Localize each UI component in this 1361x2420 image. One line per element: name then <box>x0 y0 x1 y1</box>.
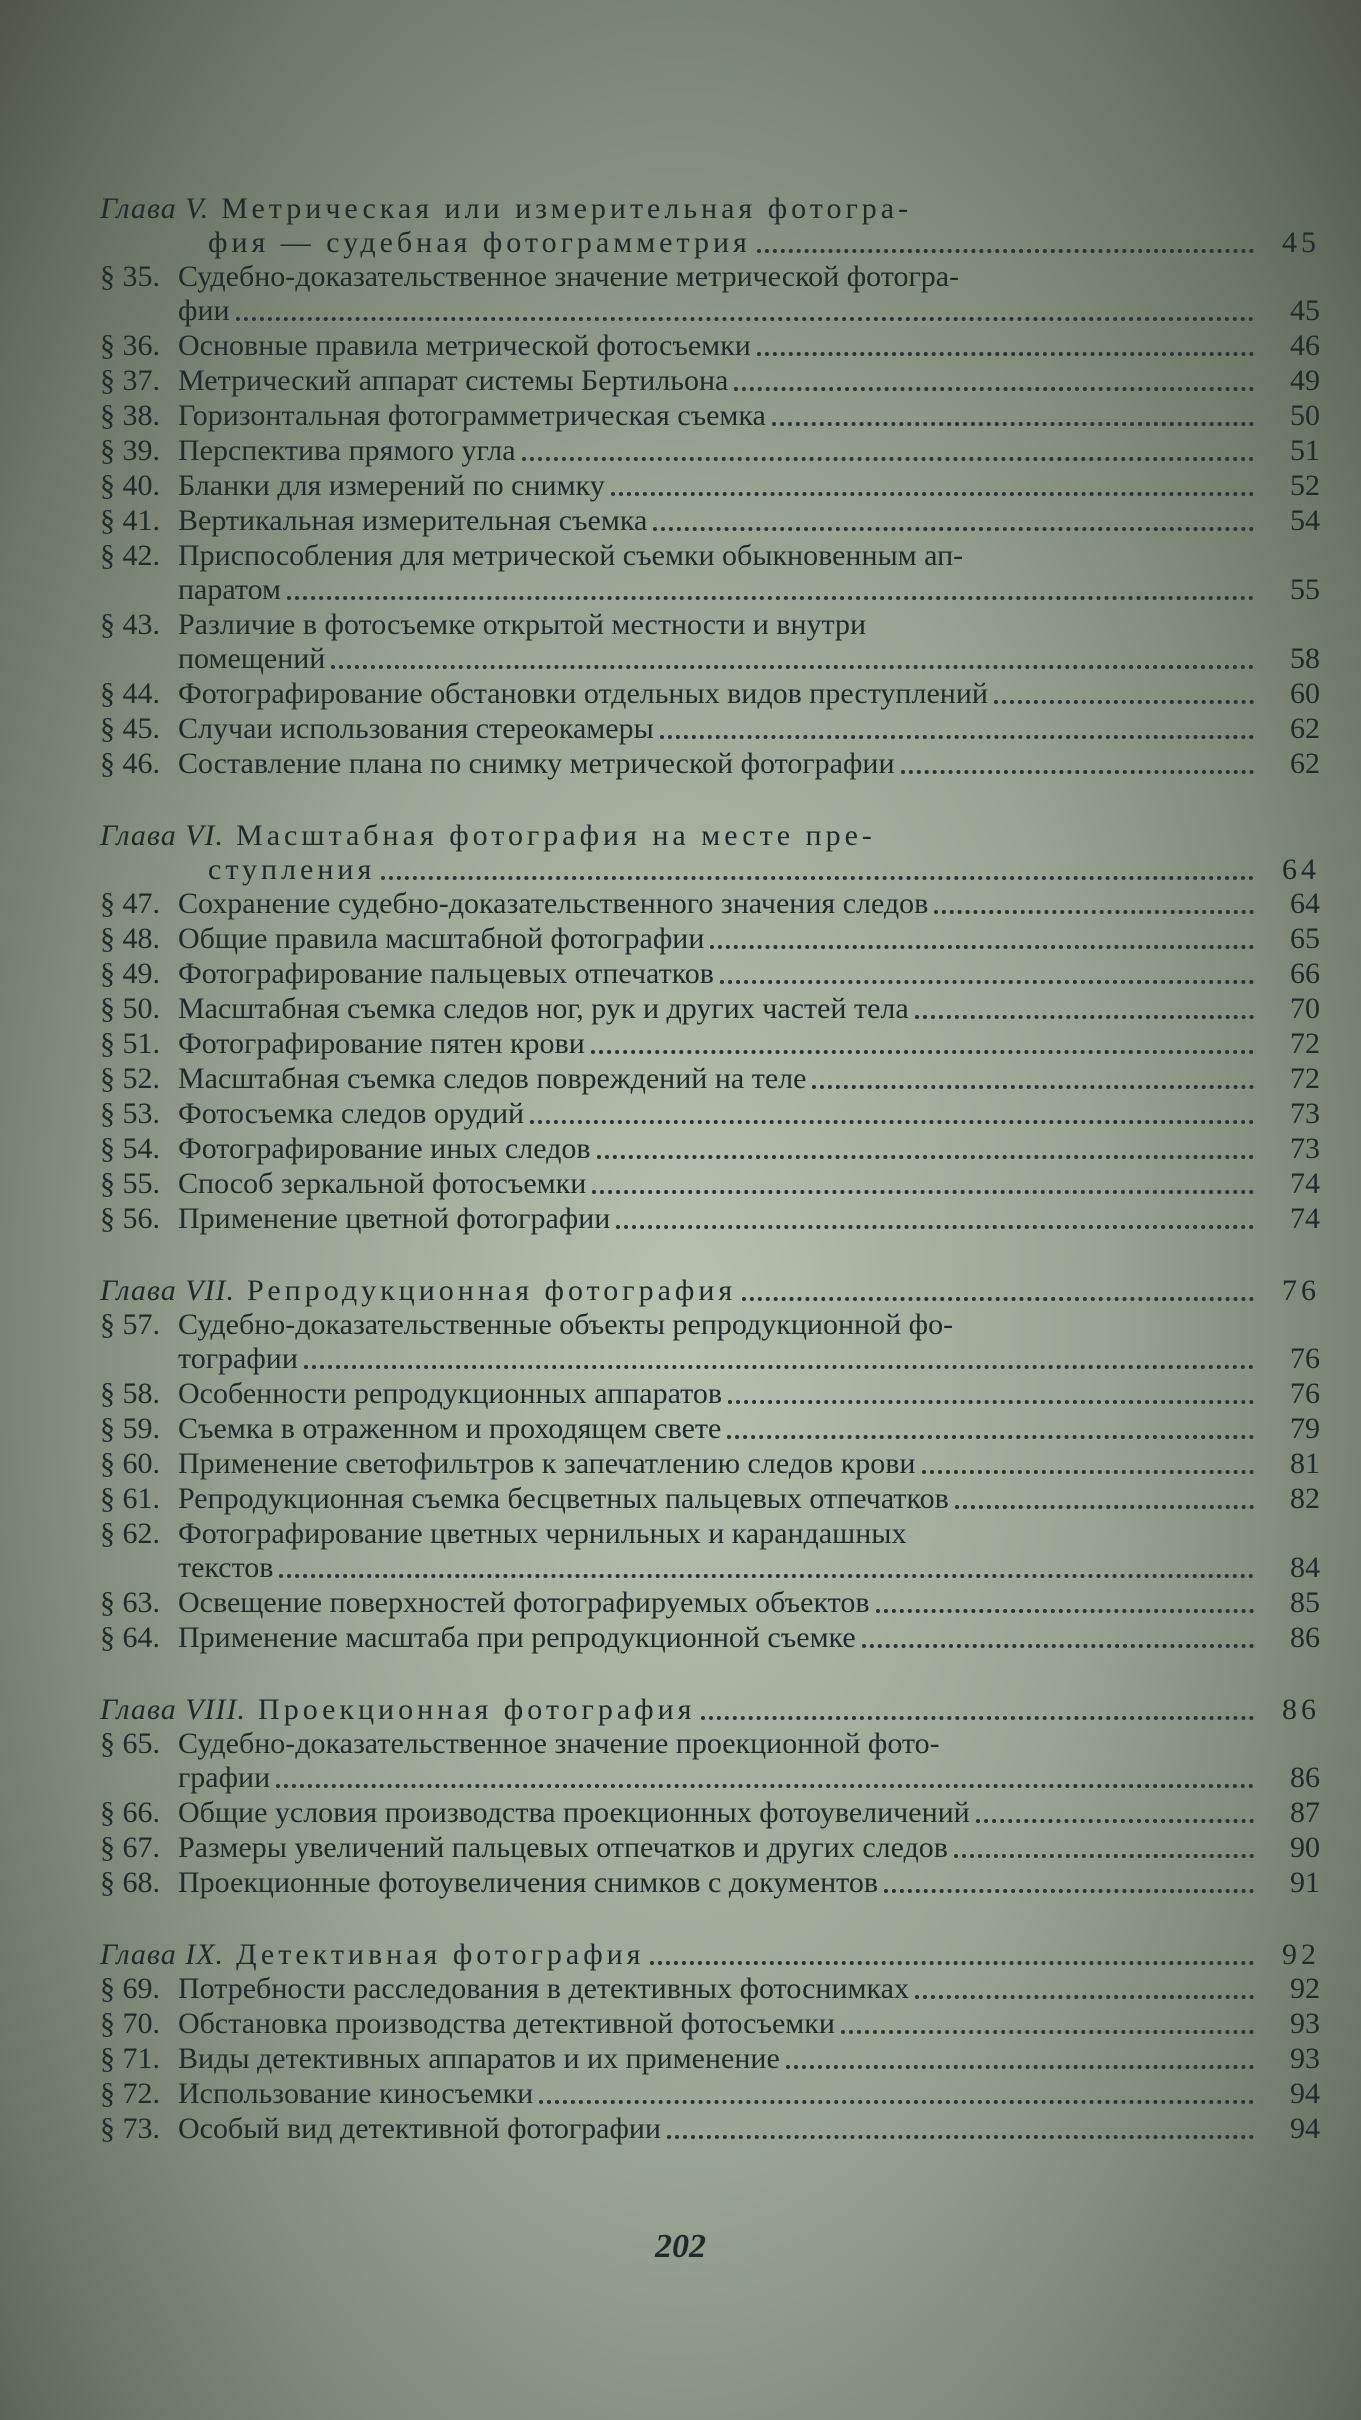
toc-entry-line <box>100 260 1320 294</box>
toc-entry-line <box>100 1167 1320 1201</box>
section-title: Фотографирование иных следов <box>178 1132 591 1165</box>
section-title: Фотосъемка следов орудий <box>178 1097 525 1130</box>
section-page-number: 86 <box>1290 1621 1320 1654</box>
section-title: Перспектива прямого угла <box>178 434 516 467</box>
section-page-number: 82 <box>1290 1482 1320 1515</box>
dot-leader <box>922 1470 1255 1474</box>
toc-entry-line <box>100 434 1320 468</box>
section-number: § 60. <box>100 1447 160 1480</box>
chapter-block <box>100 1274 1320 1655</box>
section-title: Приспособления для метрической съемки обыкновенным ап- <box>178 539 964 572</box>
section-title: Масштабная съемка следов ног, рук и других частей тела <box>178 992 909 1025</box>
section-page-number: 66 <box>1290 957 1320 990</box>
section-number: § 37. <box>100 364 160 397</box>
toc-entry <box>100 992 1320 1026</box>
toc-entry-line <box>100 1027 1320 1061</box>
section-number: § 58. <box>100 1377 160 1410</box>
dot-leader <box>287 596 1254 600</box>
toc-entry <box>100 747 1320 781</box>
toc-entry-line <box>100 573 1320 607</box>
toc-entry <box>100 1517 1320 1585</box>
dot-leader <box>876 1609 1254 1613</box>
section-title: Освещение поверхностей фотографируемых объектов <box>178 1586 870 1619</box>
section-number: § 70. <box>100 2007 160 2040</box>
chapter-heading-line <box>100 819 1320 853</box>
toc-entry <box>100 2007 1320 2041</box>
toc-entry-line <box>100 539 1320 573</box>
section-page-number: 91 <box>1290 1866 1320 1899</box>
section-title: Различие в фотосъемке открытой местности и внутри <box>178 608 867 641</box>
section-page-number: 93 <box>1290 2007 1320 2040</box>
dot-leader <box>653 527 1254 531</box>
section-page-number: 85 <box>1290 1586 1320 1619</box>
toc-entry <box>100 887 1320 921</box>
section-number: § 44. <box>100 677 160 710</box>
section-title: текстов <box>178 1551 274 1584</box>
dot-leader <box>812 1085 1254 1089</box>
toc-entry-line <box>100 1482 1320 1516</box>
chapter-heading-line <box>100 1938 1320 1972</box>
dot-leader <box>727 1435 1254 1439</box>
chapter-title: Метрическая или измерительная фотогра- <box>221 192 913 225</box>
toc-entry-line <box>100 1586 1320 1620</box>
toc-entry <box>100 1727 1320 1795</box>
dot-leader <box>728 1400 1254 1404</box>
section-page-number: 76 <box>1290 1342 1320 1375</box>
toc-entry <box>100 399 1320 433</box>
chapter-title: фия — судебная фотограмметрия <box>208 226 751 259</box>
toc-entry-line <box>100 1831 1320 1865</box>
section-number: § 69. <box>100 1972 160 2005</box>
chapter-heading-line <box>100 192 1320 226</box>
toc-entry <box>100 1202 1320 1236</box>
section-title: графии <box>178 1761 271 1794</box>
dot-leader <box>539 2100 1254 2104</box>
section-title: помещений <box>178 642 326 675</box>
section-number: § 41. <box>100 504 160 537</box>
section-page-number: 64 <box>1290 887 1320 920</box>
toc-entry-line <box>100 608 1320 642</box>
toc-entry <box>100 1167 1320 1201</box>
toc-entry <box>100 922 1320 956</box>
section-number: § 56. <box>100 1202 160 1235</box>
section-page-number: 45 <box>1290 294 1320 327</box>
section-title: Судебно-доказательственное значение проекционной фото- <box>178 1727 940 1760</box>
section-number: § 61. <box>100 1482 160 1515</box>
section-title: Обстановка производства детективной фотосъемки <box>178 2007 835 2040</box>
section-title: Судебно-доказательственное значение метрической фотогра- <box>178 260 960 293</box>
chapter-block <box>100 192 1320 781</box>
toc-entry-line <box>100 1551 1320 1585</box>
dot-leader <box>276 1784 1254 1788</box>
dot-leader <box>976 1819 1254 1823</box>
dot-leader <box>742 1297 1254 1301</box>
section-title: паратом <box>178 573 282 606</box>
page-number: 202 <box>655 2228 706 2265</box>
section-number: § 73. <box>100 2112 160 2145</box>
section-page-number: 74 <box>1290 1167 1320 1200</box>
dot-leader <box>862 1644 1254 1648</box>
toc-entry-line <box>100 922 1320 956</box>
section-title: Применение светофильтров к запечатлению следов крови <box>178 1447 916 1480</box>
toc-entry-line <box>100 1377 1320 1411</box>
section-title: Вертикальная измерительная съемка <box>178 504 648 537</box>
chapter-heading-line <box>100 853 1320 887</box>
chapter-page-number: 64 <box>1282 853 1320 886</box>
chapter-page-number: 45 <box>1282 226 1320 259</box>
toc-entry <box>100 504 1320 538</box>
toc-entry-line <box>100 1727 1320 1761</box>
dot-leader <box>522 457 1254 461</box>
chapter-title: Проекционная фотография <box>258 1693 696 1726</box>
toc-entry <box>100 712 1320 746</box>
dot-leader <box>757 352 1254 356</box>
dot-leader <box>597 1155 1254 1159</box>
toc-entry <box>100 1482 1320 1516</box>
section-page-number: 92 <box>1290 1972 1320 2005</box>
section-number: § 55. <box>100 1167 160 1200</box>
section-page-number: 86 <box>1290 1761 1320 1794</box>
toc-entry-line <box>100 2042 1320 2076</box>
section-page-number: 50 <box>1290 399 1320 432</box>
section-title: Съемка в отраженном и проходящем свете <box>178 1412 722 1445</box>
toc-entry-line <box>100 1972 1320 2006</box>
dot-leader <box>611 492 1254 496</box>
section-title: Горизонтальная фотограмметрическая съемка <box>178 399 766 432</box>
toc-entry-line <box>100 504 1320 538</box>
dot-leader <box>381 876 1254 880</box>
section-title: Фотографирование пальцевых отпечатков <box>178 957 714 990</box>
toc-entry <box>100 1621 1320 1655</box>
toc-entry <box>100 608 1320 676</box>
toc-entry <box>100 957 1320 991</box>
toc-entry-line <box>100 2077 1320 2111</box>
section-page-number: 93 <box>1290 2042 1320 2075</box>
chapter-page-number: 86 <box>1282 1693 1320 1726</box>
section-title: Особый вид детективной фотографии <box>178 2112 661 2145</box>
toc-entry-line <box>100 677 1320 711</box>
section-number: § 59. <box>100 1412 160 1445</box>
dot-leader <box>841 2030 1254 2034</box>
toc-entry-line <box>100 1132 1320 1166</box>
dot-leader <box>884 1889 1254 1893</box>
toc-entry <box>100 434 1320 468</box>
chapter-page-number: 92 <box>1282 1938 1320 1971</box>
dot-leader <box>934 910 1254 914</box>
section-number: § 50. <box>100 992 160 1025</box>
toc-entry-line <box>100 1062 1320 1096</box>
section-page-number: 79 <box>1290 1412 1320 1445</box>
toc-entry <box>100 1377 1320 1411</box>
section-page-number: 54 <box>1290 504 1320 537</box>
toc-entry <box>100 1831 1320 1865</box>
toc-entry <box>100 260 1320 328</box>
dot-leader <box>901 770 1255 774</box>
section-page-number: 58 <box>1290 642 1320 675</box>
section-title: Случаи использования стереокамеры <box>178 712 654 745</box>
section-page-number: 73 <box>1290 1132 1320 1165</box>
dot-leader <box>650 1961 1254 1965</box>
section-page-number: 72 <box>1290 1062 1320 1095</box>
section-page-number: 55 <box>1290 573 1320 606</box>
toc-entry <box>100 2042 1320 2076</box>
dot-leader <box>915 1995 1254 1999</box>
chapter-block <box>100 1693 1320 1900</box>
section-number: § 53. <box>100 1097 160 1130</box>
toc-entry-line <box>100 399 1320 433</box>
toc-entry <box>100 1097 1320 1131</box>
section-page-number: 73 <box>1290 1097 1320 1130</box>
chapter-heading-line <box>100 1274 1320 1308</box>
dot-leader <box>530 1120 1254 1124</box>
section-number: § 54. <box>100 1132 160 1165</box>
section-number: § 49. <box>100 957 160 990</box>
section-page-number: 87 <box>1290 1796 1320 1829</box>
section-page-number: 65 <box>1290 922 1320 955</box>
section-number: § 65. <box>100 1727 160 1760</box>
section-number: § 43. <box>100 608 160 641</box>
section-title: Общие правила масштабной фотографии <box>178 922 705 955</box>
section-number: § 39. <box>100 434 160 467</box>
toc-entry-line <box>100 294 1320 328</box>
toc-entry-line <box>100 642 1320 676</box>
section-number: § 51. <box>100 1027 160 1060</box>
section-number: § 46. <box>100 747 160 780</box>
toc-entry-line <box>100 747 1320 781</box>
chapter-label: Глава V. <box>100 192 210 225</box>
section-page-number: 74 <box>1290 1202 1320 1235</box>
chapter-block <box>100 819 1320 1236</box>
dot-leader <box>955 1505 1254 1509</box>
toc-entry <box>100 1586 1320 1620</box>
section-page-number: 94 <box>1290 2077 1320 2110</box>
dot-leader <box>720 980 1254 984</box>
dot-leader <box>592 1190 1254 1194</box>
toc-entry <box>100 1447 1320 1481</box>
dot-leader <box>591 1050 1254 1054</box>
toc-entry-line <box>100 469 1320 503</box>
section-page-number: 51 <box>1290 434 1320 467</box>
section-number: § 38. <box>100 399 160 432</box>
section-number: § 57. <box>100 1308 160 1341</box>
chapter-label: Глава VII. <box>100 1274 236 1307</box>
section-page-number: 46 <box>1290 329 1320 362</box>
toc-entry <box>100 1308 1320 1376</box>
section-page-number: 49 <box>1290 364 1320 397</box>
section-page-number: 62 <box>1290 747 1320 780</box>
section-number: § 68. <box>100 1866 160 1899</box>
section-page-number: 81 <box>1290 1447 1320 1480</box>
toc-entry <box>100 1132 1320 1166</box>
chapter-heading-line <box>100 1693 1320 1727</box>
toc-entry <box>100 1796 1320 1830</box>
section-number: § 42. <box>100 539 160 572</box>
section-title: Фотографирование обстановки отдельных видов преступлений <box>178 677 988 710</box>
section-number: § 48. <box>100 922 160 955</box>
section-title: Бланки для измерений по снимку <box>178 469 605 502</box>
toc-entry-line <box>100 1308 1320 1342</box>
toc-entry-line <box>100 1412 1320 1446</box>
section-number: § 52. <box>100 1062 160 1095</box>
section-number: § 35. <box>100 260 160 293</box>
toc-entry <box>100 1412 1320 1446</box>
toc-entry-line <box>100 992 1320 1026</box>
chapter-label: Глава VIII. <box>100 1693 247 1726</box>
chapter-title: ступления <box>208 853 376 886</box>
section-title: Судебно-доказательственные объекты репродукционной фо- <box>178 1308 954 1341</box>
section-page-number: 76 <box>1290 1377 1320 1410</box>
dot-leader <box>660 735 1254 739</box>
section-title: Потребности расследования в детективных фотоснимках <box>178 1972 909 2005</box>
section-page-number: 60 <box>1290 677 1320 710</box>
toc-entry <box>100 364 1320 398</box>
section-number: § 47. <box>100 887 160 920</box>
section-title: Масштабная съемка следов повреждений на теле <box>178 1062 807 1095</box>
section-page-number: 52 <box>1290 469 1320 502</box>
section-title: тографии <box>178 1342 298 1375</box>
section-title: Метрический аппарат системы Бертильона <box>178 364 729 397</box>
toc-entry <box>100 1062 1320 1096</box>
dot-leader <box>279 1574 1254 1578</box>
section-page-number: 70 <box>1290 992 1320 1025</box>
section-title: Применение цветной фотографии <box>178 1202 611 1235</box>
toc-entry-line <box>100 364 1320 398</box>
dot-leader <box>236 317 1254 321</box>
chapter-block <box>100 1938 1320 2146</box>
section-title: Виды детективных аппаратов и их применение <box>178 2042 780 2075</box>
toc-entry <box>100 2077 1320 2111</box>
toc-entry-line <box>100 2007 1320 2041</box>
section-page-number: 90 <box>1290 1831 1320 1864</box>
section-number: § 40. <box>100 469 160 502</box>
section-number: § 67. <box>100 1831 160 1864</box>
toc-entry <box>100 2112 1320 2146</box>
chapter-title: Репродукционная фотография <box>247 1274 737 1307</box>
section-page-number: 94 <box>1290 2112 1320 2145</box>
dot-leader <box>954 1854 1254 1858</box>
dot-leader <box>616 1225 1254 1229</box>
toc-entry-line <box>100 1447 1320 1481</box>
table-of-contents <box>100 192 1320 2184</box>
chapter-page-number: 76 <box>1282 1274 1320 1307</box>
chapter-label: Глава IX. <box>100 1938 225 1971</box>
toc-entry-line <box>100 957 1320 991</box>
dot-leader <box>734 387 1254 391</box>
section-title: Проекционные фотоувеличения снимков с документов <box>178 1866 879 1899</box>
section-page-number: 72 <box>1290 1027 1320 1060</box>
section-title: Размеры увеличений пальцевых отпечатков и других следов <box>178 1831 948 1864</box>
section-number: § 71. <box>100 2042 160 2075</box>
section-title: Фотографирование цветных чернильных и карандашных <box>178 1517 907 1550</box>
chapter-title: Детективная фотография <box>236 1938 645 1971</box>
section-title: Общие условия производства проекционных фотоувеличений <box>178 1796 970 1829</box>
toc-entry-line <box>100 329 1320 363</box>
dot-leader <box>701 1716 1254 1720</box>
toc-entry-line <box>100 1866 1320 1900</box>
toc-entry-line <box>100 1621 1320 1655</box>
section-number: § 66. <box>100 1796 160 1829</box>
section-title: Фотографирование пятен крови <box>178 1027 585 1060</box>
dot-leader <box>667 2135 1254 2139</box>
dot-leader <box>757 249 1254 253</box>
dot-leader <box>994 700 1254 704</box>
toc-entry-line <box>100 1517 1320 1551</box>
section-title: Репродукционная съемка бесцветных пальцевых отпечатков <box>178 1482 949 1515</box>
section-title: Использование киносъемки <box>178 2077 534 2110</box>
section-page-number: 62 <box>1290 712 1320 745</box>
section-number: § 36. <box>100 329 160 362</box>
section-title: Основные правила метрической фотосъемки <box>178 329 751 362</box>
section-title: Составление плана по снимку метрической фотографии <box>178 747 895 780</box>
toc-entry-line <box>100 887 1320 921</box>
toc-entry-line <box>100 1097 1320 1131</box>
chapter-title: Масштабная фотография на месте пре- <box>236 819 876 852</box>
dot-leader <box>772 422 1254 426</box>
chapter-heading-line <box>100 226 1320 260</box>
dot-leader <box>915 1015 1254 1019</box>
section-title: Применение масштаба при репродукционной съемке <box>178 1621 856 1654</box>
toc-entry-line <box>100 712 1320 746</box>
section-title: Способ зеркальной фотосъемки <box>178 1167 587 1200</box>
section-page-number: 84 <box>1290 1551 1320 1584</box>
section-number: § 64. <box>100 1621 160 1654</box>
section-number: § 72. <box>100 2077 160 2110</box>
toc-entry <box>100 539 1320 607</box>
toc-entry-line <box>100 1796 1320 1830</box>
section-title: Особенности репродукционных аппаратов <box>178 1377 722 1410</box>
dot-leader <box>710 945 1254 949</box>
toc-entry-line <box>100 1202 1320 1236</box>
toc-entry-line <box>100 2112 1320 2146</box>
chapter-label: Глава VI. <box>100 819 225 852</box>
dot-leader <box>331 665 1254 669</box>
toc-entry <box>100 1027 1320 1061</box>
dot-leader <box>786 2065 1254 2069</box>
toc-entry <box>100 677 1320 711</box>
toc-entry <box>100 469 1320 503</box>
section-title: Сохранение судебно-доказательственного значения следов <box>178 887 929 920</box>
dot-leader <box>304 1365 1254 1369</box>
section-number: § 45. <box>100 712 160 745</box>
section-number: § 62. <box>100 1517 160 1550</box>
toc-entry-line <box>100 1342 1320 1376</box>
toc-entry <box>100 1866 1320 1900</box>
section-number: § 63. <box>100 1586 160 1619</box>
toc-entry <box>100 329 1320 363</box>
toc-entry-line <box>100 1761 1320 1795</box>
section-title: фии <box>178 294 230 327</box>
toc-entry <box>100 1972 1320 2006</box>
